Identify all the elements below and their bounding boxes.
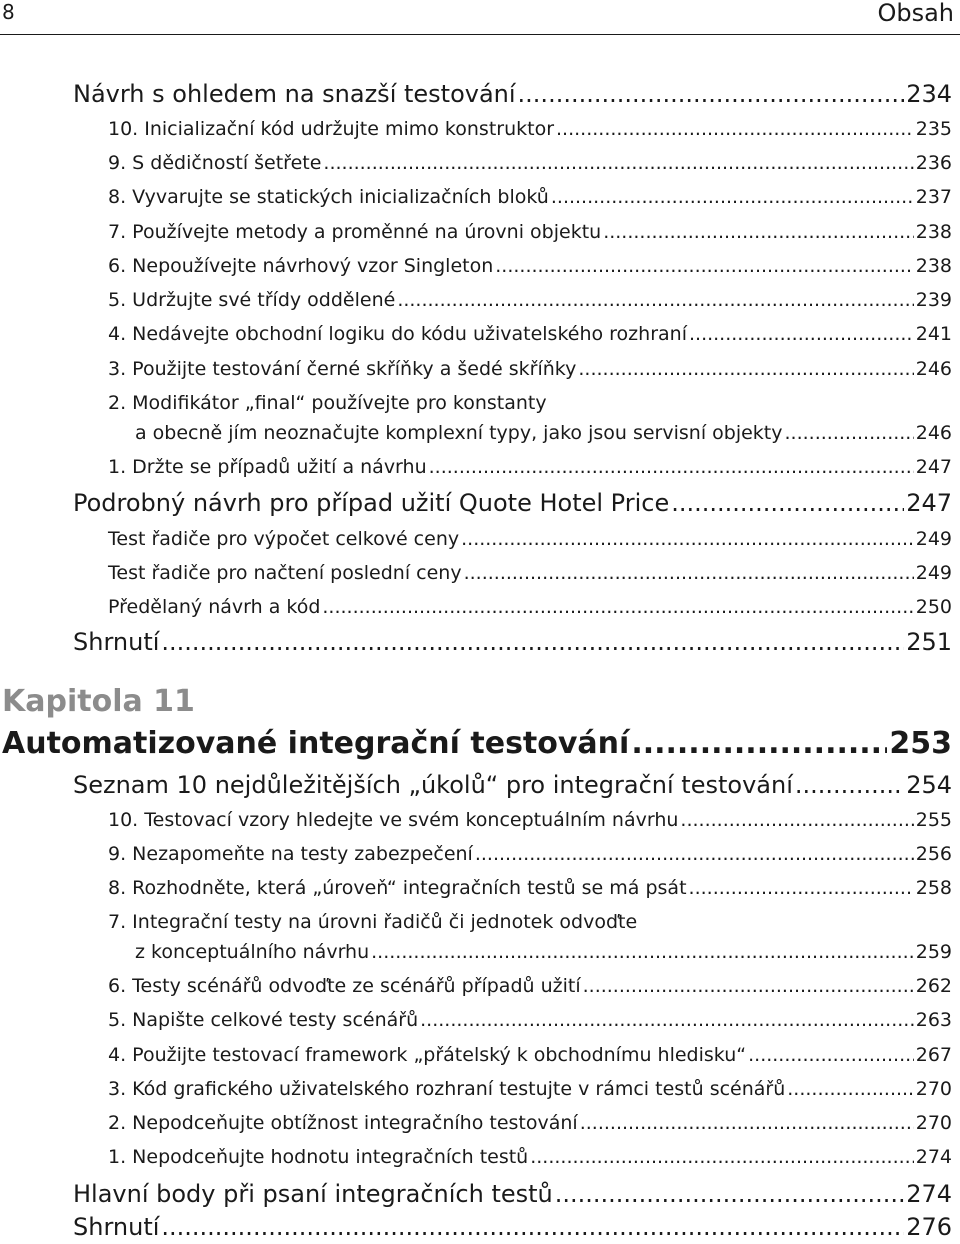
toc-entry-title: 6. Nepoužívejte návrhový vzor Singleton — [108, 255, 494, 277]
toc-entry[interactable] — [108, 1009, 952, 1031]
toc-entry-title: 2. Nepodceňujte obtížnost integračního testování — [108, 1112, 578, 1134]
toc-entry[interactable] — [108, 596, 952, 618]
dot-leader — [429, 456, 914, 478]
toc-entry[interactable] — [108, 255, 952, 277]
toc-entry-page: 259 — [915, 941, 952, 963]
toc-entry-page: 246 — [915, 422, 952, 444]
toc-entry[interactable] — [108, 1112, 952, 1134]
toc-entry[interactable] — [108, 289, 952, 311]
toc-entry-title: 4. Nedávejte obchodní logiku do kódu uživatelského rozhraní — [108, 323, 687, 345]
toc-entry[interactable] — [108, 221, 952, 243]
dot-leader — [689, 877, 914, 899]
toc-entry-page: 251 — [906, 628, 952, 656]
toc-entry-title: Návrh s ohledem na snazší testování — [73, 80, 516, 108]
toc-entry-title: Předělaný návrh a kód — [108, 596, 321, 618]
toc-entry-page: 247 — [915, 456, 952, 478]
toc-entry-title: 1. Nepodceňujte hodnotu integračních testů — [108, 1146, 529, 1168]
toc-entry-page: 249 — [915, 528, 952, 550]
toc-entry[interactable] — [108, 843, 952, 865]
toc-entry-page: 267 — [915, 1044, 952, 1066]
toc-entry-title: Test řadiče pro výpočet celkové ceny — [108, 528, 460, 550]
toc-entry-title: 3. Kód grafického uživatelského rozhraní testujte v rámci testů scénářů — [108, 1078, 786, 1100]
toc-entry-page: 234 — [906, 80, 952, 108]
toc-entry-title: z konceptuálního návrhu — [135, 941, 370, 963]
toc-entry-section[interactable] — [73, 489, 952, 517]
toc-entry-title: 10. Inicializační kód udržujte mimo konstruktor — [108, 118, 555, 140]
toc-entry-title: 7. Používejte metody a proměnné na úrovni objektu — [108, 221, 602, 243]
dot-leader — [580, 1112, 914, 1134]
toc-entry-page: 236 — [915, 152, 952, 174]
toc-entry-page: 258 — [915, 877, 952, 899]
dot-leader — [583, 975, 914, 997]
toc-entry[interactable] — [135, 422, 952, 444]
toc-entry-page: 270 — [915, 1078, 952, 1100]
toc-entry[interactable] — [108, 877, 952, 899]
toc-entry-title: 10. Testovací vzory hledejte ve svém konceptuálním návrhu — [108, 809, 679, 831]
running-title: Obsah — [877, 0, 954, 27]
toc-entry-title: Seznam 10 nejdůležitějších „úkolů“ pro integrační testování — [73, 771, 793, 799]
toc-entry-title: 1. Držte se případů užití a návrhu — [108, 456, 427, 478]
dot-leader — [420, 1009, 914, 1031]
dot-leader — [322, 596, 913, 618]
toc-entry[interactable] — [108, 809, 952, 831]
toc-entry[interactable] — [108, 562, 952, 584]
dot-leader — [556, 118, 914, 140]
toc-entry-page: 276 — [906, 1213, 952, 1241]
toc-entry-title: 5. Napište celkové testy scénářů — [108, 1009, 419, 1031]
toc-entry[interactable] — [108, 152, 952, 174]
toc-entry-title: 6. Testy scénářů odvoďte ze scénářů případů užití — [108, 975, 581, 997]
toc-entry-title: Test řadiče pro načtení poslední ceny — [108, 562, 462, 584]
toc-entry-page: 263 — [915, 1009, 952, 1031]
toc-entry-section[interactable] — [73, 771, 952, 799]
toc-entry-page: 270 — [915, 1112, 952, 1134]
dot-leader — [397, 289, 913, 311]
dot-leader — [748, 1044, 914, 1066]
toc-entry-title-line1[interactable]: 7. Integrační testy na úrovni řadičů či jednotek odvoďte — [108, 911, 638, 933]
toc-entry-title: Hlavní body při psaní integračních testů — [73, 1180, 553, 1208]
dot-leader — [323, 152, 913, 174]
toc-entry-page: 238 — [915, 221, 952, 243]
chapter-label: Kapitola 11 — [2, 684, 195, 719]
toc-entry-section[interactable] — [73, 628, 952, 656]
dot-leader — [518, 80, 905, 108]
page-header — [0, 0, 960, 35]
toc-entry-page: 254 — [906, 771, 952, 799]
dot-leader — [578, 358, 913, 380]
toc-entry-page: 249 — [915, 562, 952, 584]
toc-entry[interactable] — [108, 358, 952, 380]
toc-entry-title: 8. Vyvarujte se statických inicializačních bloků — [108, 186, 549, 208]
chapter-title-entry[interactable] — [2, 726, 952, 761]
dot-leader — [464, 562, 914, 584]
toc-entry-page: 239 — [915, 289, 952, 311]
toc-entry-page: 237 — [915, 186, 952, 208]
toc-entry-section[interactable] — [73, 1180, 952, 1208]
toc-entry-title: 5. Udržujte své třídy oddělené — [108, 289, 396, 311]
toc-entry-title: Shrnutí — [73, 1213, 160, 1241]
dot-leader — [461, 528, 914, 550]
dot-leader — [631, 726, 887, 761]
toc-entry-section[interactable] — [73, 80, 952, 108]
dot-leader — [495, 255, 913, 277]
toc-entry-title: a obecně jím neoznačujte komplexní typy, jako jsou servisní objekty — [135, 422, 783, 444]
toc-entry-page: 274 — [915, 1146, 952, 1168]
toc-entry[interactable] — [108, 323, 952, 345]
chapter-page: 253 — [889, 726, 952, 761]
dot-leader — [555, 1180, 904, 1208]
toc-entry-title-line1[interactable]: 2. Modifikátor „final“ používejte pro konstanty — [108, 392, 547, 414]
toc-entry[interactable] — [108, 186, 952, 208]
toc-entry-page: 255 — [915, 809, 952, 831]
toc-entry[interactable] — [108, 118, 952, 140]
dot-leader — [689, 323, 914, 345]
dot-leader — [371, 941, 914, 963]
dot-leader — [785, 422, 914, 444]
toc-entry[interactable] — [108, 1078, 952, 1100]
toc-entry-page: 256 — [915, 843, 952, 865]
toc-entry-title: 9. Nezapomeňte na testy zabezpečení — [108, 843, 473, 865]
toc-entry-page: 250 — [915, 596, 952, 618]
toc-entry-page: 274 — [906, 1180, 952, 1208]
dot-leader — [161, 1213, 904, 1241]
toc-entry[interactable] — [108, 528, 952, 550]
toc-entry-page: 238 — [915, 255, 952, 277]
toc-entry[interactable] — [108, 456, 952, 478]
toc-entry-page: 247 — [906, 489, 952, 517]
dot-leader — [551, 186, 914, 208]
toc-entry-page: 241 — [915, 323, 952, 345]
dot-leader — [680, 809, 913, 831]
dot-leader — [161, 628, 904, 656]
toc-entry-page: 262 — [915, 975, 952, 997]
toc-entry-title: 9. S dědičností šetřete — [108, 152, 322, 174]
dot-leader — [530, 1146, 914, 1168]
toc-entry-page: 246 — [915, 358, 952, 380]
dot-leader — [787, 1078, 913, 1100]
toc-entry-title: Shrnutí — [73, 628, 160, 656]
toc-entry[interactable] — [108, 975, 952, 997]
dot-leader — [475, 843, 914, 865]
toc-entry-page: 235 — [915, 118, 952, 140]
toc-entry[interactable] — [108, 1146, 952, 1168]
toc-entry-title: 8. Rozhodněte, která „úroveň“ integračních testů se má psát — [108, 877, 687, 899]
toc-entry-title: Podrobný návrh pro případ užití Quote Hotel Price — [73, 489, 670, 517]
chapter-title: Automatizované integrační testování — [2, 726, 630, 761]
dot-leader — [603, 221, 914, 243]
toc-entry[interactable] — [108, 1044, 952, 1066]
toc-entry-title: 3. Použijte testování černé skříňky a šedé skříňky — [108, 358, 577, 380]
toc-entry-title: 4. Použijte testovací framework „přátelský k obchodnímu hledisku“ — [108, 1044, 747, 1066]
toc-entry-section[interactable] — [73, 1213, 952, 1241]
dot-leader — [795, 771, 904, 799]
toc-entry[interactable] — [135, 941, 952, 963]
dot-leader — [671, 489, 904, 517]
page-number: 8 — [2, 0, 15, 24]
